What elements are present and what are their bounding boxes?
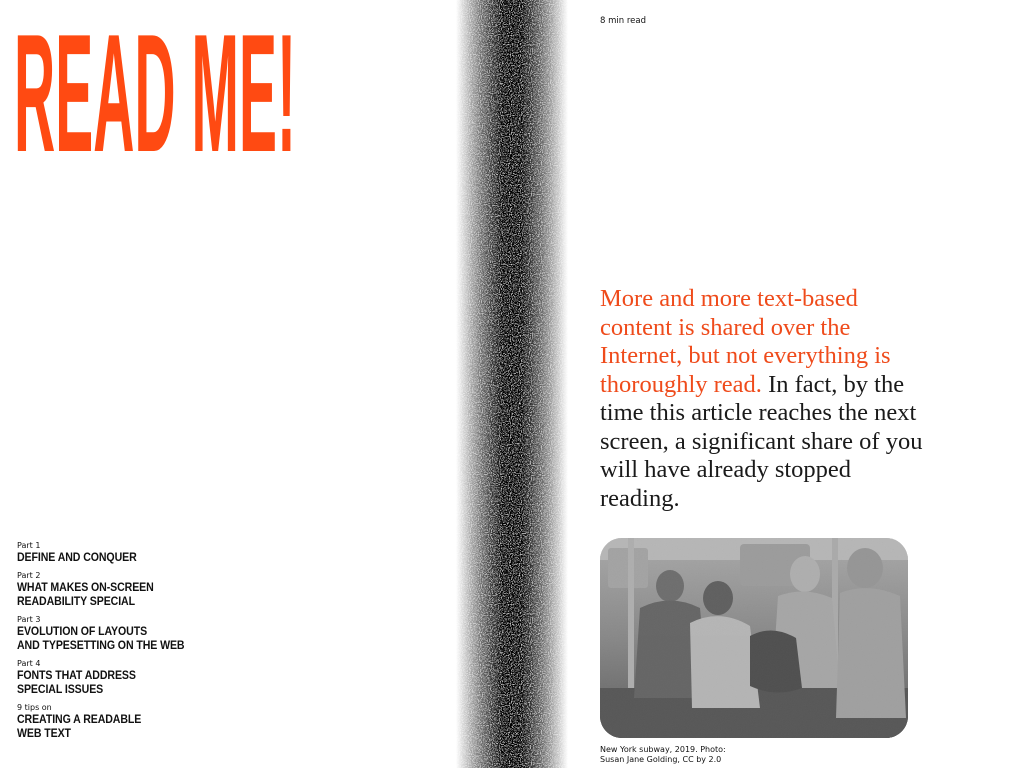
table-of-contents <box>17 541 257 747</box>
photo-caption-line: New York subway, 2019. Photo: <box>600 745 726 754</box>
toc-part-label: Part 3 <box>17 615 41 624</box>
grain-gradient-svg <box>456 0 568 768</box>
masthead-svg <box>14 8 314 158</box>
photo-caption-line: Susan Jane Golding, CC by 2.0 <box>600 754 722 764</box>
toc-title-line[interactable]: CREATING A READABLE <box>17 714 142 726</box>
toc-item-tips[interactable] <box>17 703 257 741</box>
read-time: 8 min read <box>600 16 646 26</box>
toc-title-line[interactable]: AND TYPESETTING ON THE WEB <box>17 640 185 652</box>
toc-title-line[interactable]: WEB TEXT <box>17 728 71 740</box>
toc-item-part-2[interactable] <box>17 571 257 609</box>
toc-item-part-3[interactable] <box>17 615 257 653</box>
toc-title-line[interactable]: EVOLUTION OF LAYOUTS <box>17 626 148 638</box>
toc-title-line[interactable]: READABILITY SPECIAL <box>17 596 135 608</box>
grain-gradient-divider <box>456 0 568 768</box>
toc-title-line[interactable]: DEFINE AND CONQUER <box>17 552 137 564</box>
toc-part-label: Part 1 <box>17 541 41 550</box>
toc-part-label: Part 2 <box>17 571 41 580</box>
toc-item-part-1[interactable] <box>17 541 257 565</box>
subway-photo-svg <box>600 538 908 738</box>
toc-part-label: 9 tips on <box>17 703 52 712</box>
lead-accent-text: More and more text-based content is shared over the Internet, but not everything is thoroughly read. <box>600 285 891 398</box>
masthead-logo <box>14 8 314 158</box>
toc-title-line[interactable]: FONTS THAT ADDRESS <box>17 670 136 682</box>
lead-body-text: In fact, by the time this article reaches the next screen, a significant share of you will have already stopped reading. <box>600 370 923 512</box>
toc-part-label: Part 4 <box>17 659 41 668</box>
masthead-title: READ ME! <box>14 8 296 158</box>
lead-paragraph <box>600 285 930 513</box>
toc-title-line[interactable]: SPECIAL ISSUES <box>17 684 104 696</box>
subway-photo <box>600 538 908 738</box>
toc-item-part-4[interactable] <box>17 659 257 697</box>
toc-title-line[interactable]: WHAT MAKES ON-SCREEN <box>17 582 154 594</box>
photo-caption <box>600 745 800 764</box>
